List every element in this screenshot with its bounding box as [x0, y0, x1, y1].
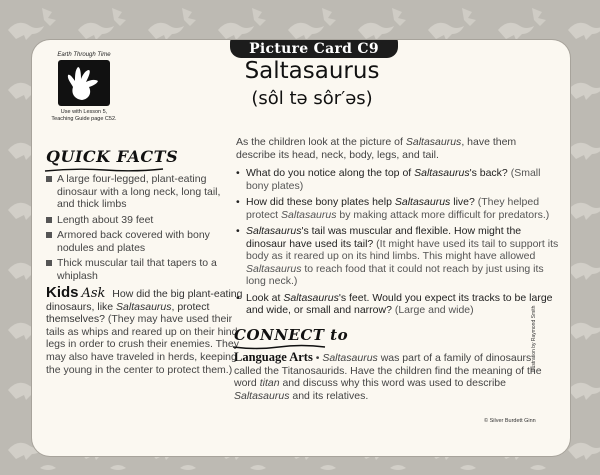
copyright: © Silver Burdett Ginn	[484, 418, 536, 424]
question-item: • What do you notice along the top of Saltasaurus's back? (Small bony plates)	[236, 167, 560, 192]
ask-label: Ask	[81, 286, 106, 301]
pronunciation: (sôl tə sôr′əs)	[251, 88, 373, 109]
kids-ask-block	[46, 284, 246, 376]
connect-heading: CONNECT to	[234, 326, 349, 344]
question-item: • How did these bony plates help Saltasaurus live? (They helped protect Saltasaurus by making attack more difficult for predators.)	[236, 196, 560, 221]
picture-card-banner: Picture Card C9	[230, 40, 398, 58]
kids-question: How did the big plant-eating dinosaurs, like Saltasaurus, protect themselves?	[46, 288, 243, 326]
kids-label: Kids	[46, 284, 79, 301]
fact-item: Armored back covered with bony nodules and plates	[46, 229, 236, 254]
intro-text: As the children look at the picture of Saltasaurus, have them describe its head, neck, body, legs, and tail.	[236, 136, 517, 161]
fact-item: Length about 39 feet	[46, 214, 236, 227]
illustrator-credit: Illustration by Raymond Smith	[531, 305, 537, 372]
quick-facts-heading: QUICK FACTS	[46, 147, 179, 166]
brand-label: Earth Through Time	[57, 52, 111, 58]
brand-block	[40, 52, 128, 123]
kids-answer: (They may have used their tails as whips and reared up on their hind legs in order to crush their enemies. They may also have traveled in herds, keeping the young in the center to protect them.)	[46, 313, 239, 376]
footprint-icon	[64, 64, 104, 102]
discussion-questions	[236, 167, 560, 321]
fact-item: Thick muscular tail that tapers to a whiplash	[46, 257, 236, 282]
dinosaur-footprint-logo	[58, 60, 110, 106]
language-arts-label: Language Arts	[234, 350, 313, 364]
language-arts-block: Language Arts • Saltasaurus was part of a family of dinosaurs called the Titanosaurids. Have the children find the meaning of the word titan and discuss why this word was used to describe Saltasaurus and its relatives.	[234, 350, 542, 402]
picture-card	[32, 40, 570, 456]
quick-facts-list	[46, 173, 236, 285]
question-item: • Look at Saltasaurus's feet. Would you expect its tracks to be large and wide, or small and narrow? (Large and wide)	[236, 292, 560, 317]
brand-note: Use with Lesson 5, Teaching Guide page C52.	[51, 109, 117, 122]
fact-item: A large four-legged, plant-eating dinosaur with a long neck, long tail, and thick limbs	[46, 173, 236, 211]
card-title: Saltasaurus	[244, 58, 380, 84]
question-item: • Saltasaurus's tail was muscular and flexible. How might the dinosaur have used its tail? (It might have used its tail to support its body as it reared up on its hind limbs. This might have allowed Saltasaurus to reach food that it could not reach by just using its long neck.)	[236, 225, 560, 288]
